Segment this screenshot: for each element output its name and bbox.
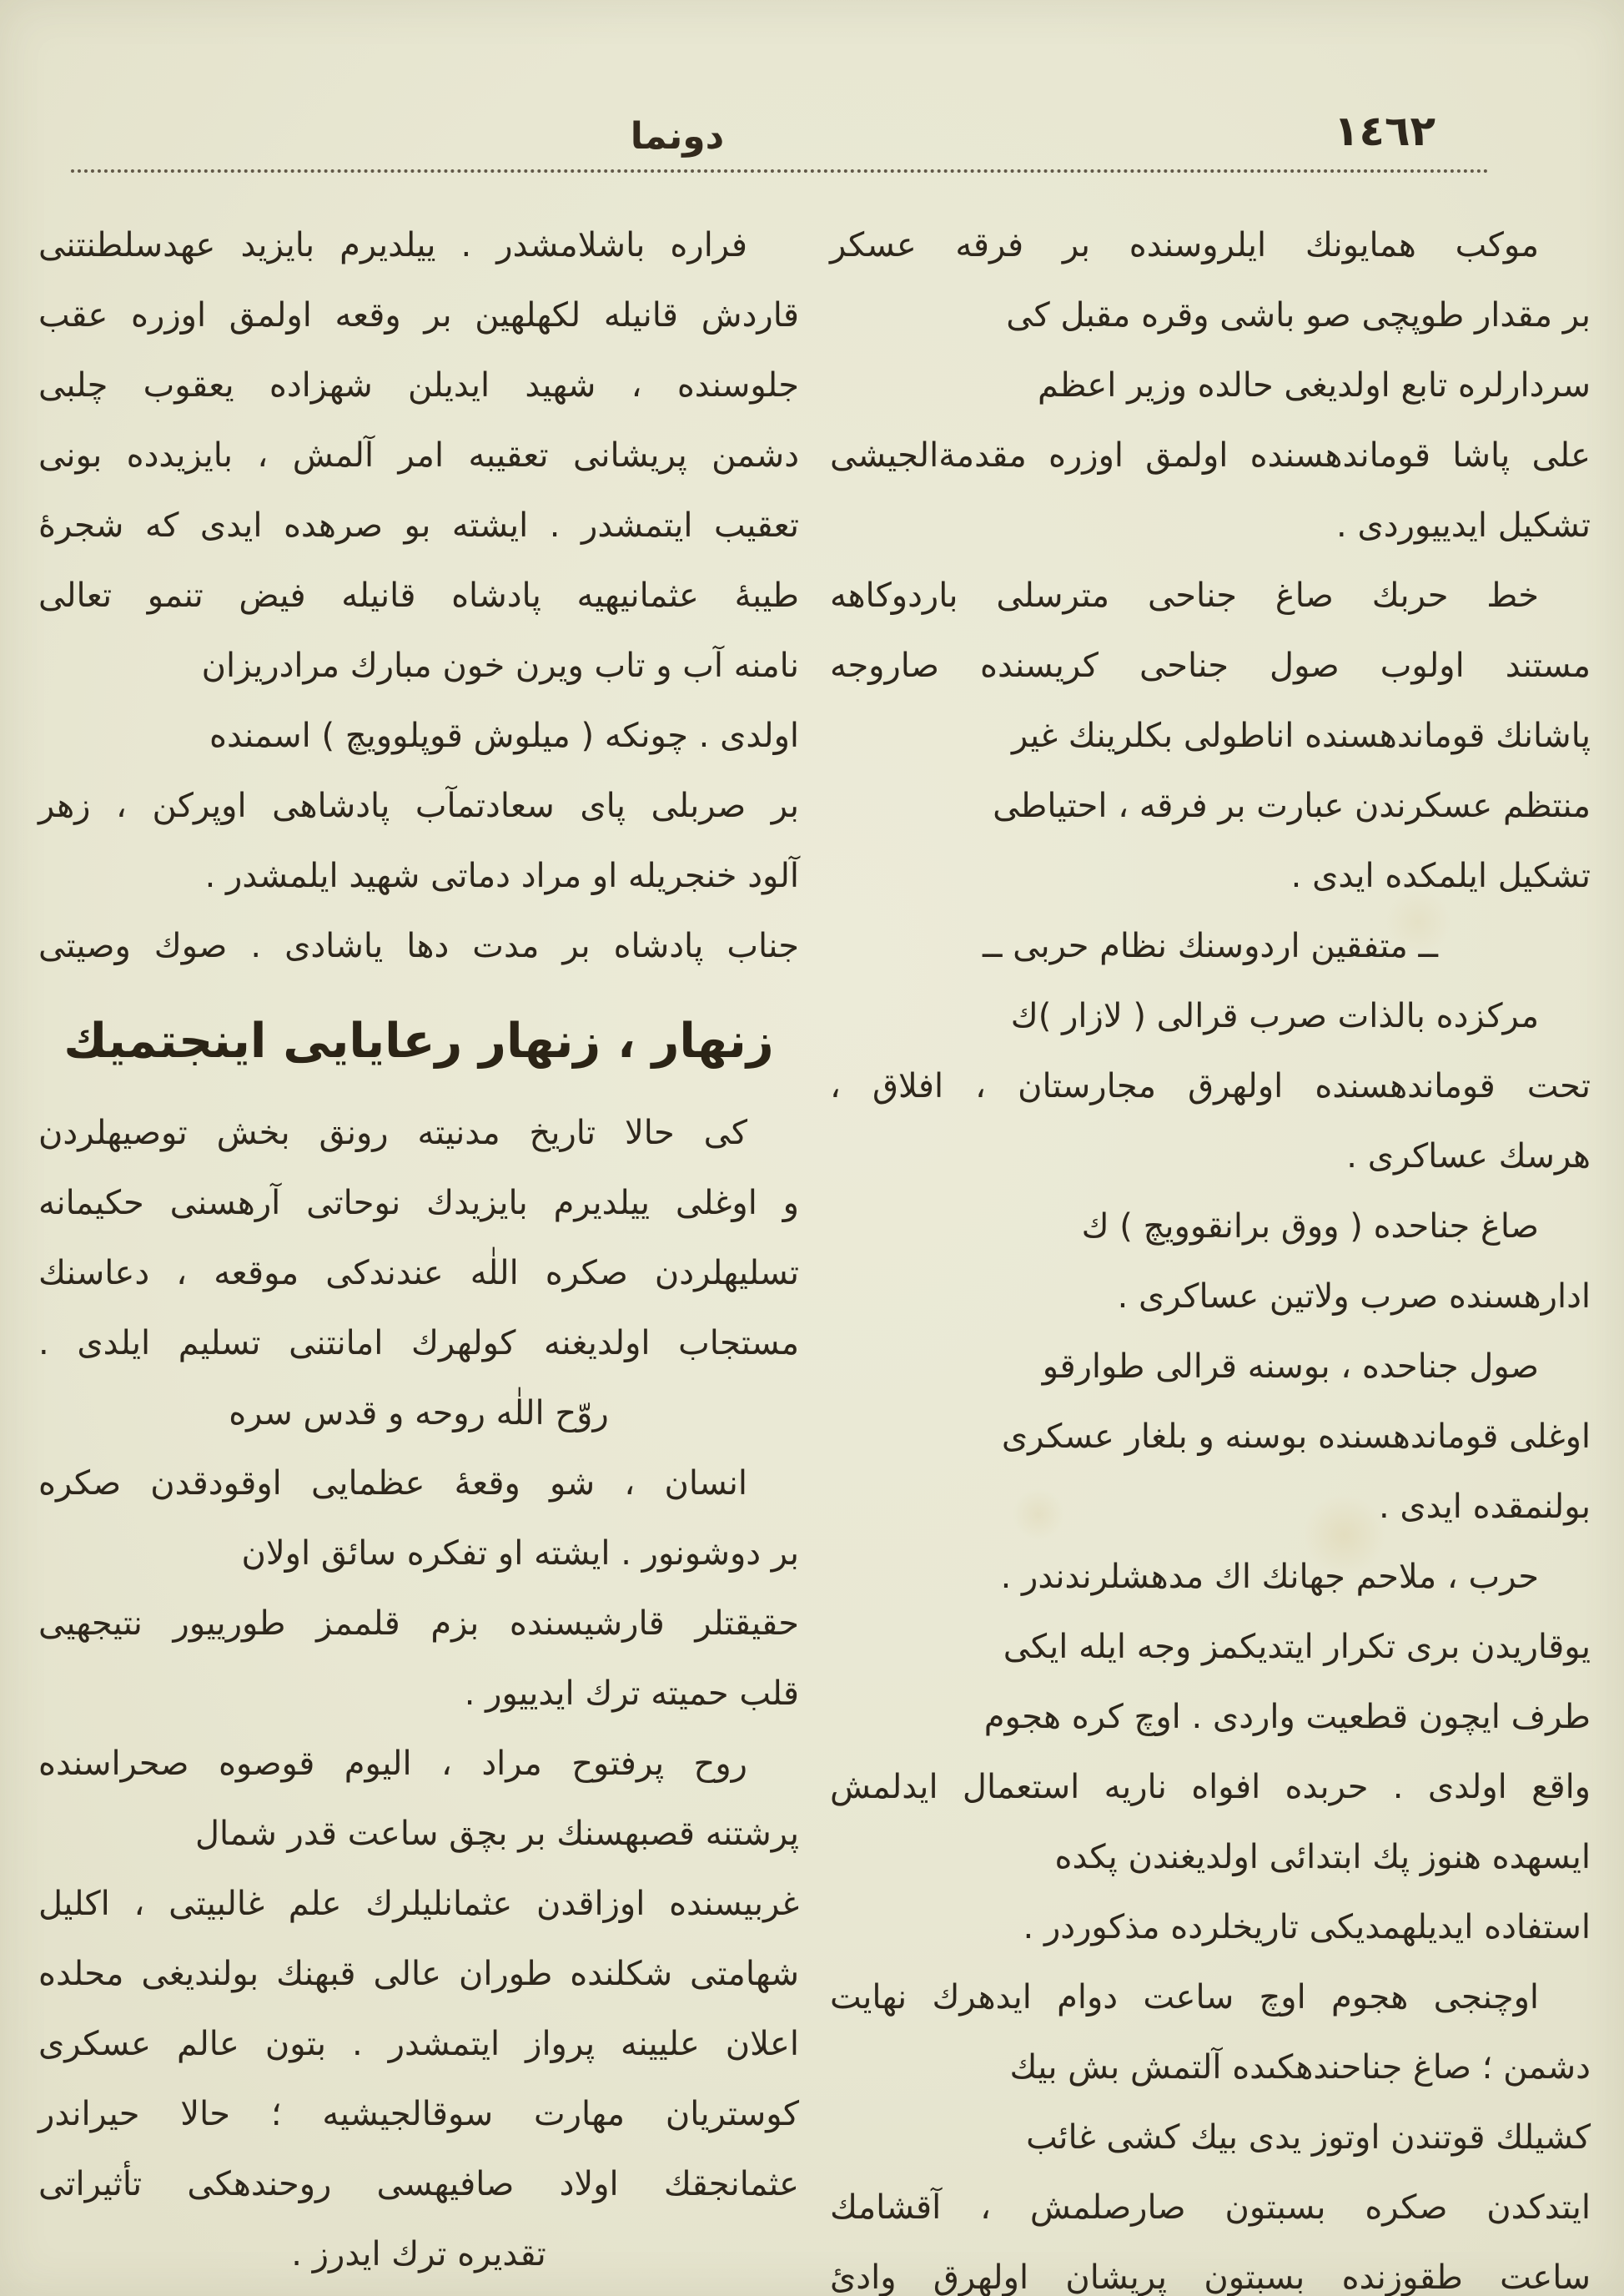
paragraph	[830, 1542, 1591, 1962]
text-line: طيبهٔ عثمانيهيه پادشاه قانيله فيض تنمو تعالى	[38, 577, 799, 615]
paragraph	[830, 1962, 1591, 2296]
text-line: تعقيب ايتمشدر . ايشته بو صرهده ايدى كه شجرهٔ	[38, 506, 799, 545]
paragraph	[830, 1332, 1591, 1542]
paragraph	[830, 981, 1591, 1191]
text-line: اوغلى قوماندهسنده بوسنه و بلغار عسكرى	[1001, 1417, 1591, 1456]
text-line: و اوغلى ييلديرم بايزيدك نوحاتى آرهسنى حكيمانه	[38, 1184, 799, 1222]
text-line: حقيقتلر قارشيسنده بزم قلممز طورييور نتيجهيى	[38, 1604, 799, 1643]
text-line: ساعت طقوزنده بسبتون پريشان اولهرق وادئ	[830, 2258, 1591, 2296]
text-line: بر صربلى پاى سعادتمآب پادشاهى اوپركن ، زهر	[38, 787, 799, 825]
text-line: عثمانجقك اولاد صافيهسى روحندهكى تأثيراتى	[38, 2165, 799, 2203]
text-line: روح پرفتوح مراد ، اليوم قوصوه صحراسنده	[38, 1745, 747, 1783]
paragraph	[830, 561, 1591, 911]
text-line: صول جناحده ، بوسنه قرالى طوارقو	[1042, 1347, 1539, 1386]
text-line: غربيسنده اوزاقدن عثمانليلرك علم غالبيتى ، اكليل	[38, 1885, 799, 1923]
text-line: تحت قوماندهسنده اولهرق مجارستان ، افلاق ،	[830, 1067, 1591, 1105]
paragraph	[830, 210, 1591, 561]
text-line: تسليهلردن صكره اللٰه عندندكى موقعه ، دعاسنك	[38, 1254, 799, 1292]
text-line: خط حربك صاغ جناحى مترسلى باردوكاهه	[830, 577, 1539, 615]
journal-title: دونما	[630, 115, 725, 158]
section-heading	[38, 1006, 799, 1076]
text-line: واقع اولدى . حربده افواه ناريه استعمال ايدلمش	[830, 1768, 1591, 1806]
text-line: موكب همايونك ايلروسنده بر فرقه عسكر	[830, 226, 1539, 264]
text-line: طرف ايچون قطعيت واردى . اوچ كره هجوم	[983, 1698, 1591, 1736]
paragraph	[38, 1098, 799, 1378]
text-line: اوچنجى هجوم اوچ ساعت دوام ايدهرك نهايت	[830, 1978, 1539, 2017]
text-line: ايتدكدن صكره بسبتون صارصلمش ، آقشامك	[830, 2188, 1591, 2227]
text-line: انسان ، شو وقعهٔ عظمايى اوقودقدن صكره	[38, 1464, 747, 1503]
text-line: بولنمقده ايدى .	[1378, 1488, 1591, 1526]
text-line: قلب حميته ترك ايدييور .	[464, 1674, 799, 1713]
text-line: روّح اللٰه روحه و قدس سره	[229, 1394, 609, 1432]
text-line: تشكيل ايلمكده ايدى .	[1290, 857, 1591, 895]
text-line: پاشانك قوماندهسنده اناطولى بكلرينك غير	[1011, 717, 1591, 755]
text-line: مستجاب اولديغنه كولهرك امانتنى تسليم ايلدى .	[38, 1324, 799, 1362]
text-line: اعلان عليينه پرواز ايتمشدر . بتون عالم عسكرى	[38, 2025, 799, 2063]
text-line: نامنه آب و تاب ويرن خون مبارك مرادريزان	[201, 647, 799, 685]
text-line: جلوسنده ، شهيد ايديلن شهزاده يعقوب چلبى	[38, 366, 799, 405]
centered-line	[38, 1378, 799, 1448]
text-line: تقديره ترك ايدرز .	[291, 2235, 546, 2273]
text-line: تشكيل ايدييوردى .	[1336, 506, 1591, 545]
page-number: ١٤٦٢	[1333, 107, 1436, 155]
text-line: كى حالا تاريخ مدنيته رونق بخش توصيهلردن	[38, 1114, 747, 1152]
paragraph	[830, 1191, 1591, 1332]
page-header	[0, 0, 1624, 209]
text-line: ايسهده هنوز پك ابتدائى اولديغندن پكده	[1054, 1838, 1591, 1876]
text-line: آلود خنجريله او مراد دماتى شهيد ايلمشدر .	[204, 857, 799, 895]
text-line: سردارلره تابع اولديغى حالده وزير اعظم	[1037, 366, 1591, 405]
text-line: ادارهسنده صرب ولاتين عساكرى .	[1117, 1277, 1591, 1316]
text-line: پرشتنه قصبهسنك بر بچق ساعت قدر شمال	[194, 1815, 799, 1853]
paragraph	[38, 1729, 799, 2219]
text-line: حرب ، ملاحم جهانك اك مدهشلرندندر .	[1000, 1558, 1539, 1596]
text-line: جناب پادشاه بر مدت دها ياشادى . صوك وصيتى	[38, 927, 799, 965]
paragraph	[38, 1448, 799, 1729]
header-rule	[71, 169, 1489, 173]
text-line: قاردش قانيله لكهلهين بر وقعه اولمق اوزره عقب	[38, 296, 799, 335]
text-line: كشيلك قوتندن اوتوز يدى بيك كشى غائب	[1026, 2118, 1591, 2157]
text-line: دشمن ؛ صاغ جناحندهكىده آلتمش بش بيك	[1009, 2048, 1591, 2087]
text-line: ــ متفقين اردوسنك نظام حربى ــ	[983, 927, 1438, 965]
text-line: استفاده ايديلهمديكى تاريخلرده مذكوردر .	[1023, 1908, 1591, 1946]
text-line: صاغ جناحده ( ووق برانقوويچ ) ك	[1081, 1207, 1539, 1246]
text-line: منتظم عسكرندن عبارت بر فرقه ، احتياطى	[993, 787, 1591, 825]
text-line: مركزده بالذات صرب قرالى ( لازار )ك	[1010, 997, 1539, 1035]
text-line: شهامتى شكلنده طوران عالى قبهنك بولنديغى محلده	[38, 1955, 799, 1993]
paragraph	[38, 210, 799, 981]
centered-line	[38, 2219, 799, 2289]
text-line: اولدى . چونكه ( ميلوش قوپلوويچ ) اسمنده	[209, 717, 799, 755]
text-line: مستند اولوب صول جناحى كريسنده صاروجه	[830, 647, 1591, 685]
column-left	[38, 210, 799, 2289]
column-right	[830, 210, 1591, 2296]
text-line: يوقاريدن برى تكرار ايتديكمز وجه ايله ايكى	[1003, 1628, 1591, 1666]
text-line: بر مقدار طوپچى صو باشى وقره مقبل كى	[1006, 296, 1591, 335]
centered-line	[830, 911, 1591, 981]
text-line: فراره باشلامشدر . ييلديرم بايزيد عهدسلطنتنى	[38, 226, 747, 264]
text-line: زنهار ، زنهار رعايايى اينجتميك	[63, 1014, 774, 1069]
text-line: دشمن پريشانى تعقيبه امر آلمش ، بايزيدده بونى	[38, 436, 799, 475]
text-line: هرسك عساكرى .	[1346, 1137, 1591, 1176]
text-line: كوستريان مهارت سوقالجيشيه ؛ حالا حيراندر	[38, 2095, 799, 2133]
text-line: على پاشا قوماندهسنده اولمق اوزره مقدمةالجيشى	[830, 436, 1591, 475]
text-line: بر دوشونور . ايشته او تفكره سائق اولان	[241, 1534, 799, 1573]
